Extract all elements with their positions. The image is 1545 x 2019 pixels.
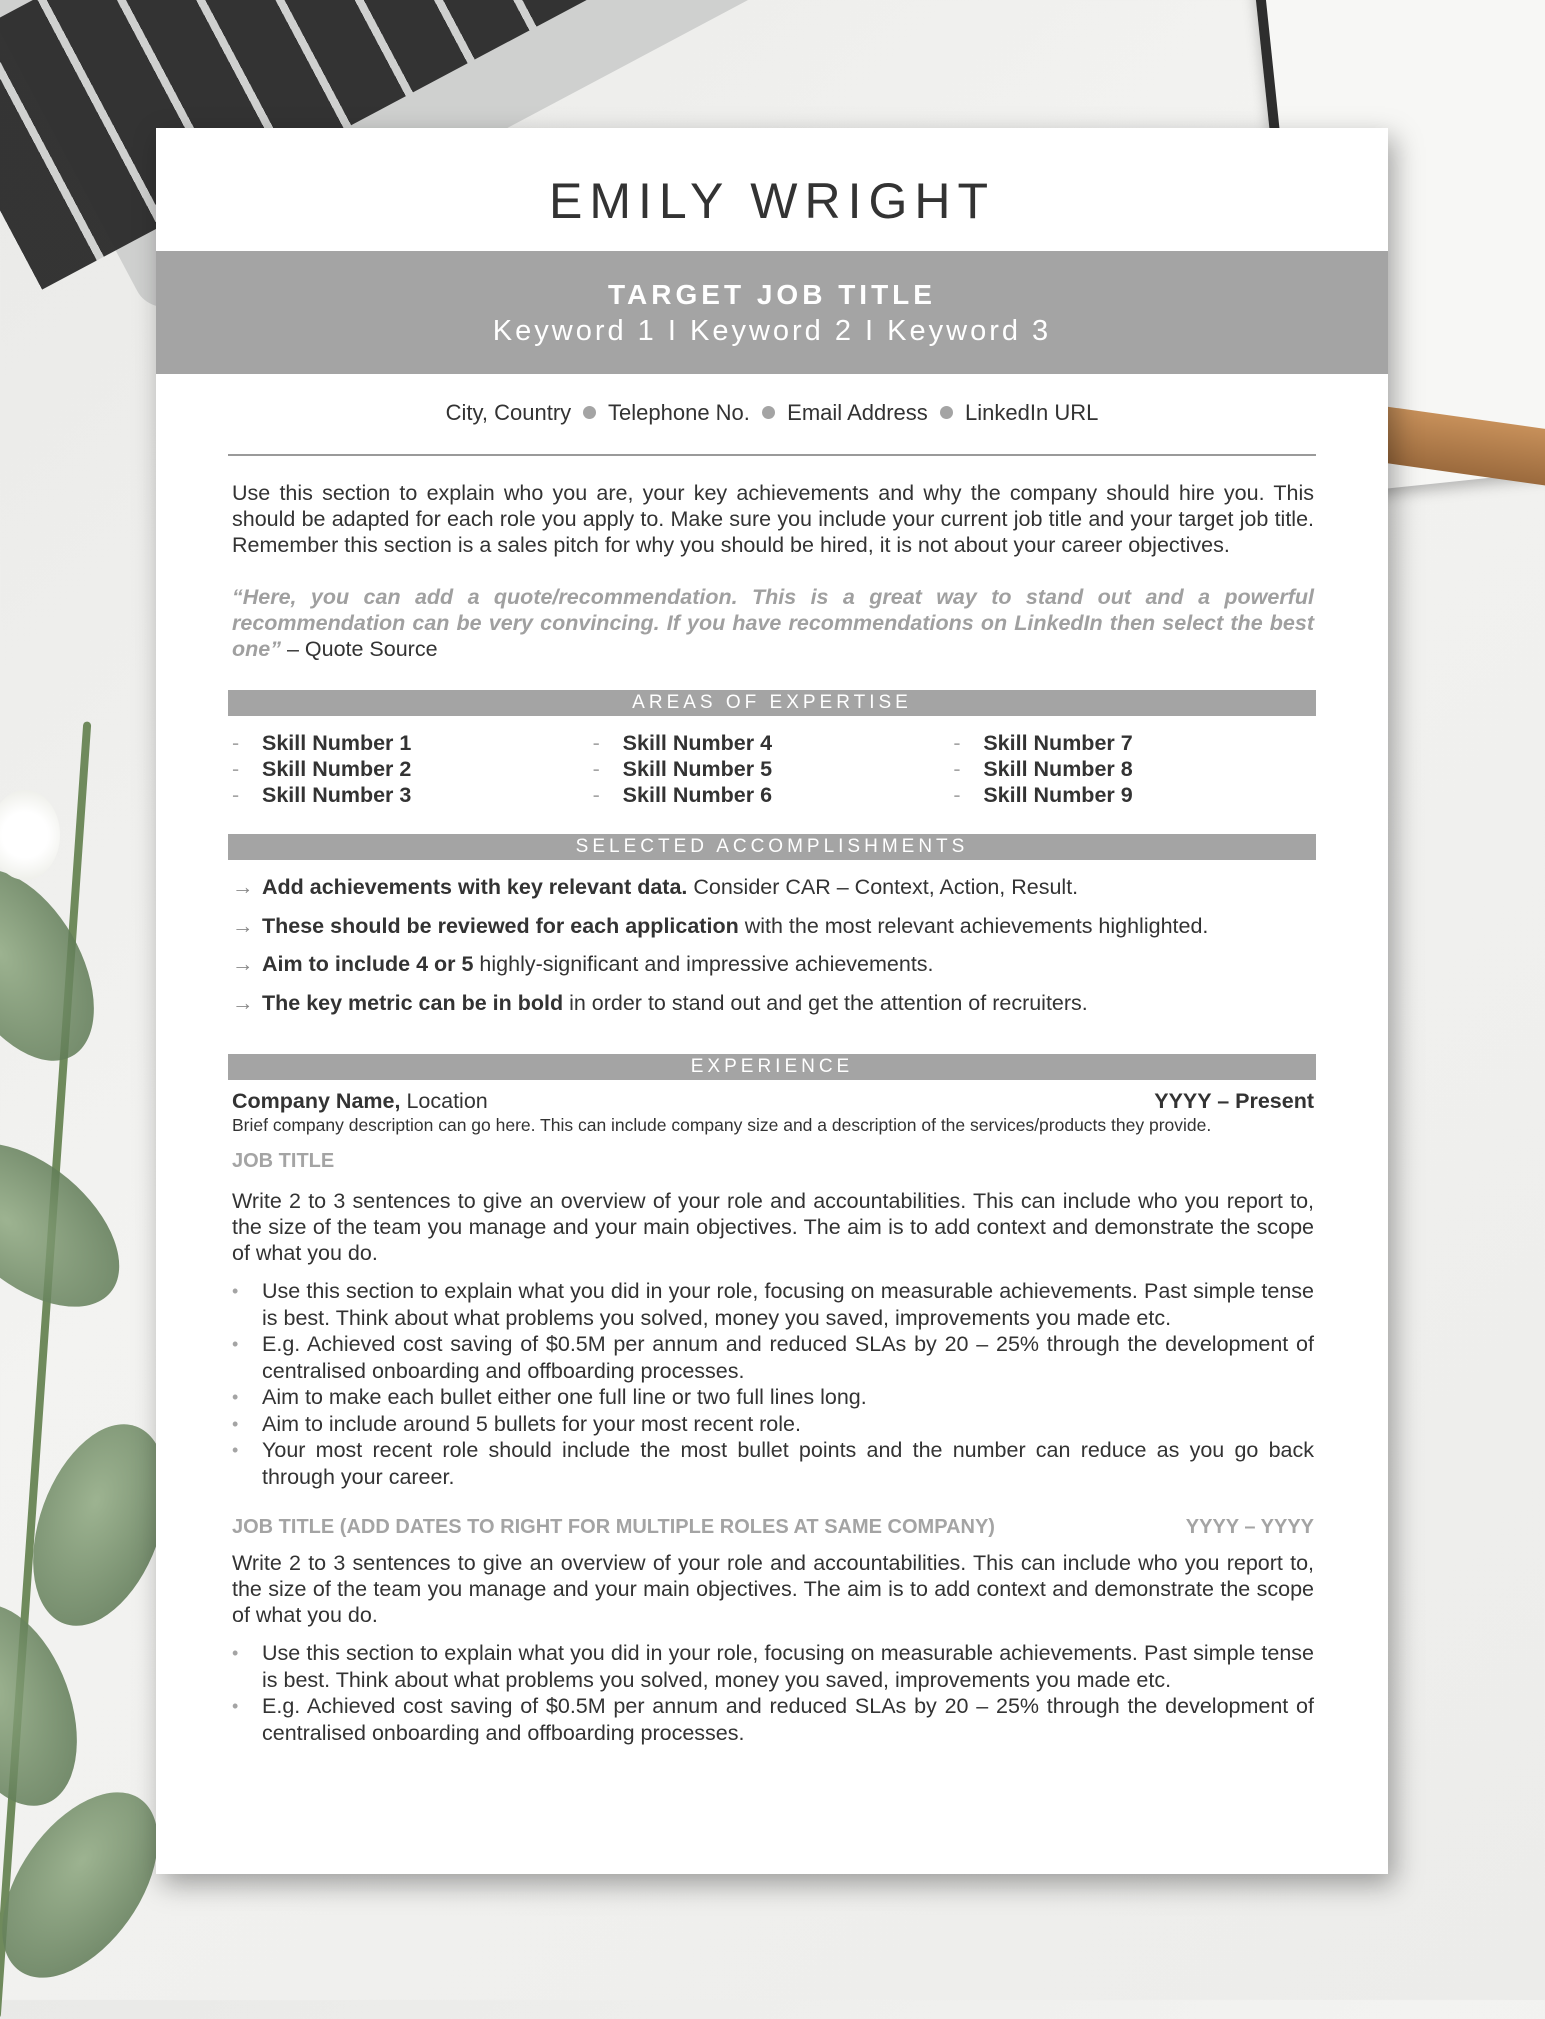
arrow-icon: → [232, 952, 254, 976]
contact-email: Email Address [787, 400, 928, 425]
skill-item [593, 782, 954, 808]
accomplishment-item [232, 907, 1314, 946]
quote-source: – Quote Source [280, 637, 438, 661]
achievement-bullets [232, 1278, 1314, 1490]
recommendation-quote [232, 584, 1314, 662]
resume-content [232, 480, 1314, 1746]
skill-item [953, 782, 1314, 808]
skills-column [593, 730, 954, 808]
dash-bullet: - [592, 757, 600, 781]
contact-line [156, 400, 1388, 426]
accomplishment-key: The key metric can be in bold [262, 990, 564, 1015]
skills-column [953, 730, 1314, 808]
accomplishment-item [232, 945, 1314, 984]
bullet-item [232, 1384, 1314, 1411]
job-title-2: JOB TITLE (ADD DATES TO RIGHT FOR MULTIPLE ROLES AT SAME COMPANY) [232, 1516, 995, 1538]
bullet-text: Your most recent role should include the most bullet points and the number can reduce as you go back through your career. [262, 1438, 1314, 1489]
dash-bullet: - [953, 783, 961, 807]
accomplishment-item [232, 868, 1314, 907]
skills-column [232, 730, 593, 808]
role-dates: YYYY – YYYY [1185, 1516, 1314, 1538]
header-divider [228, 454, 1316, 456]
dash-bullet: - [953, 757, 961, 781]
skill-item [953, 730, 1314, 756]
contact-linkedin: LinkedIn URL [965, 400, 1099, 425]
resume-page [156, 128, 1388, 1874]
candidate-name: EMILY WRIGHT [548, 173, 996, 229]
skill-label: Skill Number 9 [983, 783, 1133, 807]
skill-item [232, 730, 593, 756]
role-overview: Write 2 to 3 sentences to give an overview of your role and accountabilities. This can include who you report to, the size of the team you manage and your main objectives. The aim is to add context and demonstrate the scope of what you do. [232, 1551, 1314, 1627]
company-line [232, 1088, 1314, 1114]
separator-dot [940, 406, 953, 419]
skill-label: Skill Number 3 [262, 783, 412, 807]
accomplishments-list [232, 868, 1314, 1022]
skill-item [232, 756, 593, 782]
company-location: Location [400, 1089, 488, 1113]
bullet-text: E.g. Achieved cost saving of $0.5M per annum and reduced SLAs by 20 – 25% through the development of centralised onboarding and offboarding processes. [262, 1694, 1314, 1745]
job-title: JOB TITLE [232, 1150, 335, 1172]
skills-grid [232, 730, 1314, 808]
skill-label: Skill Number 5 [622, 757, 773, 781]
bullet-dot: • [232, 1281, 239, 1301]
bullet-item [232, 1693, 1314, 1746]
plant-leaf [0, 844, 124, 1086]
employment-dates: YYYY – Present [1154, 1089, 1314, 1113]
bullet-item [232, 1411, 1314, 1438]
bullet-text: Use this section to explain what you did in your role, focusing on measurable achievements. Past simple tense is best. Think about what problems you solved, money you saved, improvements you made etc. [262, 1641, 1314, 1692]
section-heading-expertise: AREAS OF EXPERTISE [228, 690, 1316, 716]
accomplishment-item [232, 984, 1314, 1023]
bullet-dot: • [232, 1643, 239, 1663]
bullet-text: Aim to make each bullet either one full line or two full lines long. [262, 1385, 867, 1409]
dash-bullet: - [232, 731, 240, 755]
target-job-title: TARGET JOB TITLE [608, 279, 936, 310]
arrow-icon: → [232, 913, 254, 938]
skill-label: Skill Number 8 [983, 757, 1133, 781]
achievement-bullets [232, 1640, 1314, 1746]
accomplishment-text: in order to stand out and get the attention of recruiters. [563, 990, 1088, 1015]
bullet-item [232, 1331, 1314, 1384]
accomplishment-text: with the most relevant achievements highlighted. [738, 913, 1209, 938]
accomplishment-text: highly-significant and impressive achievements. [473, 952, 934, 976]
skill-label: Skill Number 7 [983, 731, 1133, 755]
skill-label: Skill Number 1 [262, 731, 412, 755]
accomplishment-key: Aim to include 4 or 5 [262, 952, 474, 976]
dash-bullet: - [953, 731, 961, 755]
bullet-dot: • [232, 1440, 239, 1460]
bullet-dot: • [232, 1696, 239, 1716]
accomplishment-key: These should be reviewed for each application [262, 913, 739, 938]
accomplishment-text: Consider CAR – Context, Action, Result. [687, 875, 1079, 899]
profile-summary: Use this section to explain who you are, your key achievements and why the company should hire you. This should be adapted for each role you apply to. Make sure you include your current job title and your target job title. Remember this section is a sales pitch for why you should be hired, it is not about your career objectives. [232, 481, 1314, 557]
bullet-dot: • [232, 1413, 239, 1434]
skill-item [593, 730, 954, 756]
skill-item [593, 756, 954, 782]
skill-item [232, 782, 593, 808]
dash-bullet: - [232, 757, 240, 781]
accomplishment-key: Add achievements with key relevant data. [262, 875, 688, 899]
skill-item [953, 756, 1314, 782]
bullet-dot: • [232, 1334, 239, 1354]
quote-text: “Here, you can add a quote/recommendation. This is a great way to stand out and a powerful recommendation can be very convincing. If you have recommendations on LinkedIn then select the best one” [232, 585, 1314, 661]
bullet-text: Aim to include around 5 bullets for your most recent role. [262, 1411, 801, 1436]
skill-label: Skill Number 2 [262, 757, 412, 781]
skill-label: Skill Number 6 [622, 783, 773, 807]
bullet-dot: • [232, 1387, 239, 1407]
bullet-item [232, 1640, 1314, 1693]
company-description: Brief company description can go here. This can include company size and a description of the services/products they provide. [232, 1115, 1212, 1135]
job-title-line [232, 1512, 1314, 1542]
contact-city: City, Country [445, 400, 572, 425]
role-overview: Write 2 to 3 sentences to give an overview of your role and accountabilities. This can include who you report to, the size of the team you manage and your main objectives. The aim is to add context and demonstrate the scope of what you do. [232, 1189, 1314, 1265]
plant-leaf [0, 1112, 149, 1339]
keywords: Keyword 1 I Keyword 2 I Keyword 3 [492, 315, 1052, 347]
bullet-item [232, 1278, 1314, 1331]
bullet-item [232, 1437, 1314, 1490]
title-band [156, 251, 1388, 374]
company-name: Company Name, [232, 1089, 401, 1113]
bullet-text: Use this section to explain what you did in your role, focusing on measurable achievements. Past simple tense is best. Think about what problems you solved, money you saved, improvements you made etc. [262, 1279, 1314, 1330]
arrow-icon: → [232, 875, 254, 899]
dash-bullet: - [232, 783, 240, 807]
section-heading-experience: EXPERIENCE [228, 1054, 1316, 1080]
arrow-icon: → [232, 990, 254, 1015]
separator-dot [583, 406, 596, 419]
bullet-text: E.g. Achieved cost saving of $0.5M per annum and reduced SLAs by 20 – 25% through the development of centralised onboarding and offboarding processes. [262, 1332, 1314, 1383]
white-flower [0, 790, 60, 880]
dash-bullet: - [592, 731, 600, 755]
dash-bullet: - [592, 783, 600, 807]
contact-phone: Telephone No. [608, 400, 750, 425]
skill-label: Skill Number 4 [622, 731, 773, 755]
separator-dot [762, 406, 775, 419]
section-heading-accomplishments: SELECTED ACCOMPLISHMENTS [228, 834, 1316, 860]
